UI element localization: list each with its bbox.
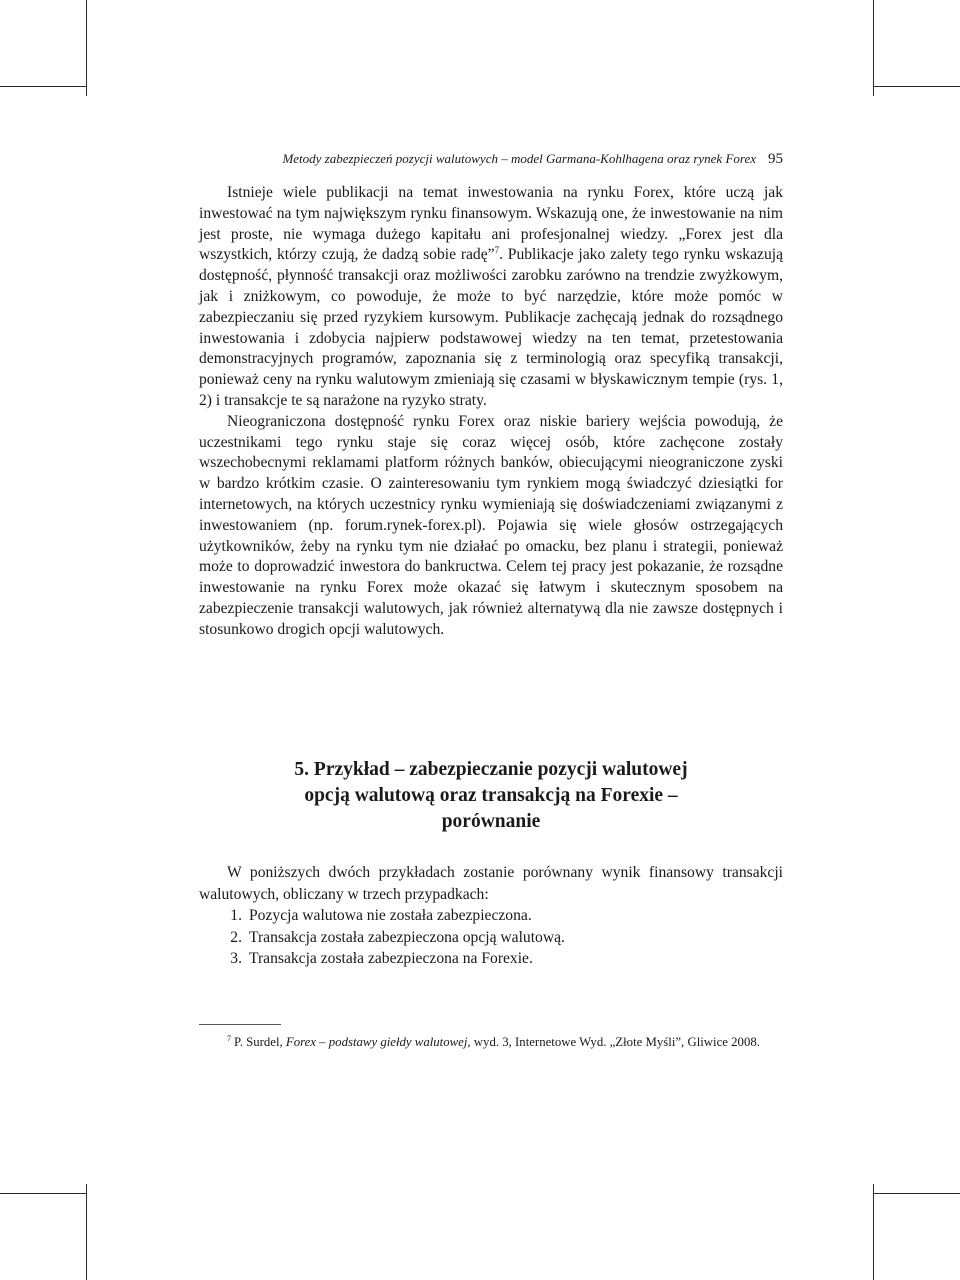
list-item-text: Pozycja walutowa nie została zabezpieczona. (249, 907, 532, 925)
crop-mark-bottom-right (873, 1184, 874, 1280)
case-list (199, 905, 783, 970)
footnote-reference-7[interactable]: 7 (494, 245, 500, 256)
section-heading (199, 757, 783, 835)
list-item-number: 3. (230, 950, 242, 968)
footnote-7 (199, 1033, 783, 1052)
page-number: 95 (768, 151, 783, 167)
paragraph-1 (199, 183, 783, 412)
section-heading-line-1: 5. Przykład – zabezpieczanie pozycji walutowej (294, 759, 688, 780)
paragraph-2: Nieograniczona dostępność rynku Forex oraz niskie bariery wejścia powodują, że uczestnikami tego rynku staje się coraz więcej osób, które zachęcone zostały wszechobecnymi reklamami platform różnych banków, obiecującymi nieograniczone zyski w bardzo krótkim czasie. O zainteresowaniu tym rynkiem mogą świadczyć dziesiątki for internetowych, na których uczestnicy rynku wymieniają się doświadczeniami związanymi z inwestowaniem (np. forum.rynek-forex.pl). Pojawia się wiele głosów ostrzegających użytkowników, żeby na rynku tym nie działać po omacku, bez planu i strategii, ponieważ może to doprowadzić inwestora do bankructwa. Celem tej pracy jest pokazanie, że rozsądne inwestowanie na rynku Forex może okazać się łatwym i skutecznym sposobem na zabezpieczenie transakcji walutowych, jak również alternatywą dla nie zawsze dostępnych i stosunkowo drogich opcji walutowych. (199, 412, 783, 638)
list-item-text: Transakcja została zabezpieczona na Forexie. (249, 950, 533, 968)
footnote-details: , wyd. 3, Internetowe Wyd. „Złote Myśli”, Gliwice 2008. (467, 1035, 760, 1049)
footnote-divider (199, 1024, 281, 1025)
footnote-title: Forex – podstawy giełdy walutowej (285, 1035, 468, 1049)
paragraph-1-start: Istnieje wiele publikacji na temat inwestowania na rynku Forex, które uczą jak inwestować na tym największym rynku finansowym. Wskazują one, że inwestowanie na nim jest proste, nie wymaga dużego kapitału ani profesjonalnej wiedzy. „Forex jest dla wszystkich, którzy czują, że dadzą sobie radę” (199, 184, 783, 264)
crop-mark-bottom-left (86, 1184, 87, 1280)
list-item (199, 948, 783, 970)
paragraph-1-end: . Publikacje jako zalety tego rynku wskazują dostępność, płynność transakcji oraz możliwości zarobku zarówno na trendzie zwyżkowym, jak i zniżkowym, co powoduje, że może to być narzędzie, które może pomóc w zabezpieczaniu się przed ryzykiem kursowym. Publikacje zachęcają jednak do rozsądnego inwestowania i zdobycia najpierw podstawowej wiedzy na ten temat, przetestowania demonstracyjnych programów, zapoznania się z terminologią oraz specyfiką transakcji, ponieważ ceny na rynku walutowym zmieniają się czasami w błyskawicznym tempie (rys. 1, 2) i transakcje te są narażone na ryzyko straty. (199, 246, 783, 409)
footnote (199, 1033, 783, 1052)
footnote-marker: 7 (227, 1033, 231, 1043)
crop-mark-left-top (0, 86, 86, 87)
list-item-number: 2. (230, 928, 242, 946)
crop-mark-top-left (86, 0, 87, 96)
intro-paragraph: W poniższych dwóch przykładach zostanie porównany wynik finansowy transakcji walutowych, obliczany w trzech przypadkach: (199, 864, 783, 903)
list-item (199, 927, 783, 949)
list-item (199, 905, 783, 927)
body-text (199, 183, 783, 641)
crop-mark-right-bottom (874, 1193, 960, 1194)
crop-mark-top-right (873, 0, 874, 96)
crop-mark-right-top (874, 86, 960, 87)
list-item-text: Transakcja została zabezpieczona opcją walutową. (249, 928, 565, 946)
section-heading-line-2: opcją walutową oraz transakcją na Forexie – (304, 785, 678, 806)
running-head-title: Metody zabezpieczeń pozycji walutowych – model Garmana-Kohlhagena oraz rynek Forex (282, 151, 756, 166)
section-heading-line-3: porównanie (441, 811, 541, 832)
crop-mark-left-bottom (0, 1193, 86, 1194)
running-head (199, 150, 783, 168)
list-item-number: 1. (230, 907, 242, 925)
section-intro (199, 862, 783, 970)
footnote-author: P. Surdel, (234, 1035, 286, 1049)
